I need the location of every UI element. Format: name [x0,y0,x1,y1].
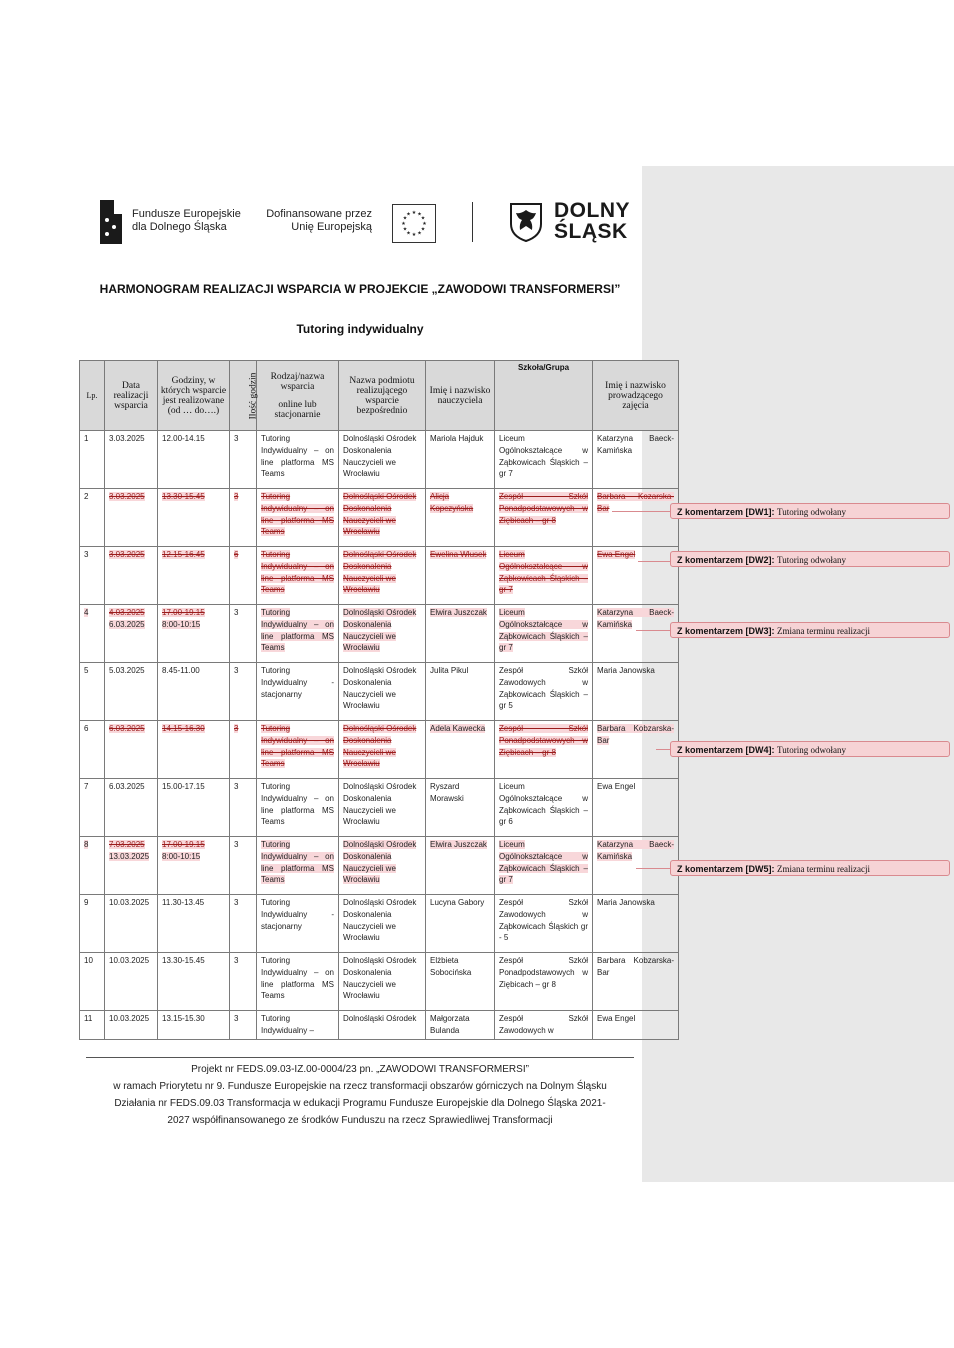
cell-lead [593,605,679,663]
cell-type: Tutoring Indywidualny – on line platforma MS Teams [257,953,339,1011]
comment-connector [612,511,670,512]
cell-teacher [426,605,495,663]
table-row [80,953,679,1011]
type-value: Tutoring Indywidualny – on line platforma MS Teams [261,608,334,653]
new-hours: 8:00-10:15 [162,851,201,861]
entity-value: Dolnośląski Ośrodek Doskonalenia Nauczycieli we Wrocławiu [343,840,417,885]
cell-school [495,547,593,605]
cell-count: 3 [230,605,257,663]
deleted-date: 6.03.2025 [109,724,145,733]
cell-lp: 11 [80,1011,105,1040]
cell-lead: Ewa Engel [593,1011,679,1040]
header-hours: Godziny, w których wsparcie jest realizowane (od … do….) [158,361,230,431]
fe-line2: dla Dolnego Śląska [132,221,227,233]
footer-line2: w ramach Priorytetu nr 9. Fundusze Europejskie na rzecz transformacji obszarów górniczych na Dolnym Śląsku [113,1081,607,1092]
cell-date: 3.03.2025 [105,431,158,489]
comment-pane [642,166,954,1182]
new-date: 6.03.2025 [109,619,145,629]
svg-text:★: ★ [402,226,408,233]
cell-count: 3 [230,663,257,721]
table-row-deleted [80,721,679,779]
cell-hours [158,489,230,547]
cell-lp: 9 [80,895,105,953]
comment-text: Tutoring odwołany [777,745,846,755]
cell-lp [80,837,105,895]
old-date: 4.03.2025 [109,608,145,617]
svg-text:★: ★ [417,230,422,237]
cell-date: 10.03.2025 [105,895,158,953]
cell-teacher: Elżbieta Sobocińska [426,953,495,1011]
ds-line2: ŚLĄSK [554,220,628,243]
cell-date [105,837,158,895]
schedule-table [79,360,679,1040]
cell-type [257,721,339,779]
cell-teacher: Mariola Hajduk [426,431,495,489]
cell-date: 6.03.2025 [105,779,158,837]
svg-text:★: ★ [417,211,422,218]
new-date: 13.03.2025 [109,851,150,861]
deleted-date: 3.03.2025 [109,492,145,501]
cell-lp: 7 [80,779,105,837]
table-header-row [80,361,679,431]
deleted-count: 6 [234,550,239,559]
type-value: Tutoring Indywidualny – on line platforma MS Teams [261,840,334,885]
teacher-value: Adela Kawecka [430,724,486,733]
deleted-count: 3 [234,724,239,733]
header-lp: Lp. [80,361,105,431]
header-type-line2: online lub stacjonarnie [274,399,321,420]
cell-type [257,489,339,547]
cell-hours: 11.30-13.45 [158,895,230,953]
eagle-crest-icon [509,202,543,242]
teacher-value: Elwira Juszczak [430,608,487,617]
comment-connector [636,868,670,869]
cell-count: 3 [230,1011,257,1040]
cell-school: Zespół Szkół Zawodowych w Ząbkowicach Śląskich gr - 5 [495,895,593,953]
cell-type: Tutoring Indywidualny – on line platforma MS Teams [257,779,339,837]
comment-text: Tutoring odwołany [777,507,846,517]
fe-logo-text [132,208,241,234]
footer-line3: Działania nr FEDS.09.03 Transformacja w edukacji Programu Fundusze Europejskie dla Dolnego Śląska 2021- [114,1098,606,1109]
cell-teacher [426,547,495,605]
header-date: Data realizacji wsparcia [105,361,158,431]
old-hours: 17.00-19.15 [162,608,205,617]
cell-entity: Dolnośląski Ośrodek Doskonalenia Nauczycieli we Wrocławiu [339,779,426,837]
cell-school: Zespół Szkół Zawodowych w [495,1011,593,1040]
header-entity: Nazwa podmiotu realizującego wsparcie bezpośrednio [339,361,426,431]
cell-entity: Dolnośląski Ośrodek Doskonalenia Nauczycieli we Wrocławiu [339,663,426,721]
lp-value: 4 [84,608,89,617]
header-count-label: Ilość godzin [248,372,259,419]
cell-lp: 10 [80,953,105,1011]
cell-hours [158,547,230,605]
table-row [80,895,679,953]
deleted-date: 3.03.2025 [109,550,145,559]
lead-value: Katarzyna Baeck-Kamińska [597,608,674,629]
cell-hours: 8.45-11.00 [158,663,230,721]
comment-balloon-dw1[interactable] [670,503,950,519]
svg-text:★: ★ [420,226,426,233]
cell-lead [593,837,679,895]
cell-school [495,721,593,779]
cell-lp: 5 [80,663,105,721]
cell-hours: 12.00-14.15 [158,431,230,489]
cell-teacher: Julita Pikul [426,663,495,721]
comment-label: Z komentarzem [DW3]: [677,626,775,636]
cell-type [257,605,339,663]
header-teacher: Imię i nazwisko nauczyciela [426,361,495,431]
cell-entity: Dolnośląski Ośrodek Doskonalenia Nauczycieli we Wrocławiu [339,431,426,489]
svg-text:★: ★ [406,211,411,218]
cell-count: 3 [230,837,257,895]
table-row [80,663,679,721]
comment-text: Tutoring odwołany [777,555,846,565]
cell-teacher [426,489,495,547]
school-value: Liceum Ogólnokształcące w Ząbkowicach Śląskich – gr 7 [499,840,588,885]
cell-lead: Barbara Kobzarska-Bar [593,953,679,1011]
cell-date: 10.03.2025 [105,953,158,1011]
teacher-value: Elwira Juszczak [430,840,487,849]
cell-entity: Dolnośląski Ośrodek Doskonalenia Nauczycieli we Wrocławiu [339,895,426,953]
table-row-rescheduled [80,837,679,895]
comment-label: Z komentarzem [DW4]: [677,745,775,755]
cell-school: Zespół Szkół Zawodowych w Ząbkowicach Śląskich – gr 5 [495,663,593,721]
eu-logo-text [262,208,372,234]
cell-lead: Ewa Engel [593,779,679,837]
cell-school: Liceum Ogólnokształcące w Ząbkowicach Śląskich – gr 6 [495,779,593,837]
deleted-school: Liceum Ogólnokształcące w Ząbkowicach Śląskich – gr 7 [499,550,588,595]
deleted-entity: Dolnośląski Ośrodek Doskonalenia Nauczycieli we Wrocławiu [343,550,417,595]
table-row [80,779,679,837]
deleted-type: Tutoring Indywidualny – on line platforma MS Teams [261,492,334,537]
cell-entity [339,489,426,547]
cell-type: Tutoring Indywidualny - stacjonarny [257,895,339,953]
cell-school [495,605,593,663]
svg-text:★: ★ [422,221,427,227]
ds-line1: DOLNY [554,199,630,222]
cell-teacher: Lucyna Gabory [426,895,495,953]
cell-hours [158,721,230,779]
header-count [230,361,257,431]
cell-date: 10.03.2025 [105,1011,158,1040]
cell-date [105,605,158,663]
fundusze-europejskie-logo-icon [96,194,126,246]
cell-count: 3 [230,895,257,953]
cell-lead [593,547,679,605]
deleted-lead: Ewa Engel [597,550,636,559]
svg-text:★: ★ [406,230,411,237]
cell-type: Tutoring Indywidualny – on line platforma MS Teams [257,431,339,489]
footer-divider [86,1057,634,1058]
deleted-entity: Dolnośląski Ośrodek Doskonalenia Nauczycieli we Wrocławiu [343,492,417,537]
cell-lead [593,489,679,547]
cell-date [105,489,158,547]
cell-entity: Dolnośląski Ośrodek Doskonalenia Nauczycieli we Wrocławiu [339,953,426,1011]
eu-flag-icon [392,204,436,243]
old-date: 7.03.2025 [109,840,145,849]
cell-lp: 2 [80,489,105,547]
cell-count [230,489,257,547]
svg-text:★: ★ [411,210,417,216]
deleted-school: Zespół Szkół Ponadpodstawowych w Ziębicach – gr 8 [499,492,588,525]
comment-connector [638,561,670,562]
comment-connector [656,749,670,750]
logo-separator [472,202,473,242]
deleted-type: Tutoring Indywidualny – on line platforma MS Teams [261,550,334,595]
fe-line1: Fundusze Europejskie [132,208,241,220]
old-hours: 17.00-19.15 [162,840,205,849]
document-title: HARMONOGRAM REALIZACJI WSPARCIA W PROJEKCIE „ZAWODOWI TRANSFORMERSI” [99,282,621,296]
cell-school [495,489,593,547]
table-row-deleted [80,547,679,605]
lead-value: Barbara Kobzarska-Bar [597,724,674,745]
deleted-hours: 14.15-16.30 [162,724,205,733]
comment-balloon-dw5[interactable] [670,860,950,876]
deleted-hours: 12.15-16.45 [162,550,205,559]
table-row [80,1011,679,1040]
cell-school [495,837,593,895]
dolny-slask-wordmark [554,200,630,242]
table-row-deleted [80,489,679,547]
comment-label: Z komentarzem [DW2]: [677,555,775,565]
cell-count [230,721,257,779]
cell-date [105,721,158,779]
deleted-school: Zespół Szkół Ponadpodstawowych w Ziębicach – gr 8 [499,724,588,757]
header-type-line1: Rodzaj/nazwa wsparcia [270,371,325,392]
svg-text:★: ★ [420,215,426,222]
cell-count: 3 [230,431,257,489]
header-type [257,361,339,431]
cell-entity [339,547,426,605]
cell-hours: 13.30-15.45 [158,953,230,1011]
cell-lp [80,605,105,663]
svg-text:★: ★ [411,232,417,238]
cell-type [257,837,339,895]
header-school: Szkoła/Grupa [495,361,593,431]
cell-entity: Dolnośląski Ośrodek [339,1011,426,1040]
cell-lead: Maria Janowska [593,895,679,953]
logo-bar [94,190,642,256]
deleted-teacher: Alicja Kopczyńska [430,492,474,513]
deleted-type: Tutoring Indywidualny – on line platforma MS Teams [261,724,334,769]
comment-balloon-dw4[interactable] [670,741,950,757]
cell-lead: Maria Janowska [593,663,679,721]
lp-value: 8 [84,840,89,849]
cell-lp: 3 [80,547,105,605]
cell-date: 5.03.2025 [105,663,158,721]
cell-teacher [426,721,495,779]
new-hours: 8:00-10:15 [162,619,201,629]
cell-hours: 13.15-15.30 [158,1011,230,1040]
cell-entity [339,605,426,663]
comment-label: Z komentarzem [DW5]: [677,864,775,874]
comment-label: Z komentarzem [DW1]: [677,507,775,517]
document-subtitle: Tutoring indywidualny [296,322,424,336]
cell-school: Zespół Szkół Ponadpodstawowych w Ziębicach – gr 8 [495,953,593,1011]
entity-value: Dolnośląski Ośrodek Doskonalenia Nauczycieli we Wrocławiu [343,608,417,653]
cell-date [105,547,158,605]
comment-balloon-dw3[interactable] [670,622,950,638]
deleted-teacher: Ewelina Włusek [430,550,487,559]
cell-school: Liceum Ogólnokształcące w Ząbkowicach Śląskich – gr 7 [495,431,593,489]
deleted-hours: 13.30-15.45 [162,492,205,501]
cell-count: 3 [230,779,257,837]
cell-type [257,547,339,605]
svg-text:★: ★ [401,221,406,227]
school-value: Liceum Ogólnokształcące w Ząbkowicach Śląskich – gr 7 [499,608,588,653]
cell-lead: Katarzyna Baeck-Kamińska [593,431,679,489]
lead-value: Katarzyna Baeck-Kamińska [597,840,674,861]
comment-connector [636,630,670,631]
deleted-count: 3 [234,492,239,501]
cell-count [230,547,257,605]
footer-line1: Projekt nr FEDS.09.03-IZ.00-0004/23 pn. „ZAWODOWI TRANSFORMERSI” [191,1064,529,1075]
cell-lp: 6 [80,721,105,779]
cell-teacher [426,837,495,895]
header-lead: Imię i nazwisko prowadzącego zajęcia [593,361,679,431]
cell-entity [339,837,426,895]
footer-line4: 2027 współfinansowanego ze środków Funduszu na rzecz Sprawiedliwej Transformacji [167,1115,553,1126]
cell-hours [158,605,230,663]
cell-hours: 15.00-17.15 [158,779,230,837]
table-row [80,431,679,489]
deleted-entity: Dolnośląski Ośrodek Doskonalenia Nauczycieli we Wrocławiu [343,724,417,769]
cell-hours [158,837,230,895]
eu-line2: Unię Europejską [291,221,372,233]
cell-teacher: Ryszard Morawski [426,779,495,837]
deleted-lead: Barbara Kozarska-Bar [597,492,674,513]
comment-balloon-dw2[interactable] [670,551,950,567]
page-footer [80,1061,640,1129]
cell-count: 3 [230,953,257,1011]
eu-line1: Dofinansowane przez [266,208,372,220]
table-row-rescheduled [80,605,679,663]
cell-type: Tutoring Indywidualny – [257,1011,339,1040]
cell-type: Tutoring Indywidualny - stacjonarny [257,663,339,721]
comment-text: Zmiana terminu realizacji [777,864,870,874]
cell-entity [339,721,426,779]
cell-teacher: Małgorzata Bulanda [426,1011,495,1040]
comment-text: Zmiana terminu realizacji [777,626,870,636]
svg-text:★: ★ [402,215,408,222]
cell-lp: 1 [80,431,105,489]
